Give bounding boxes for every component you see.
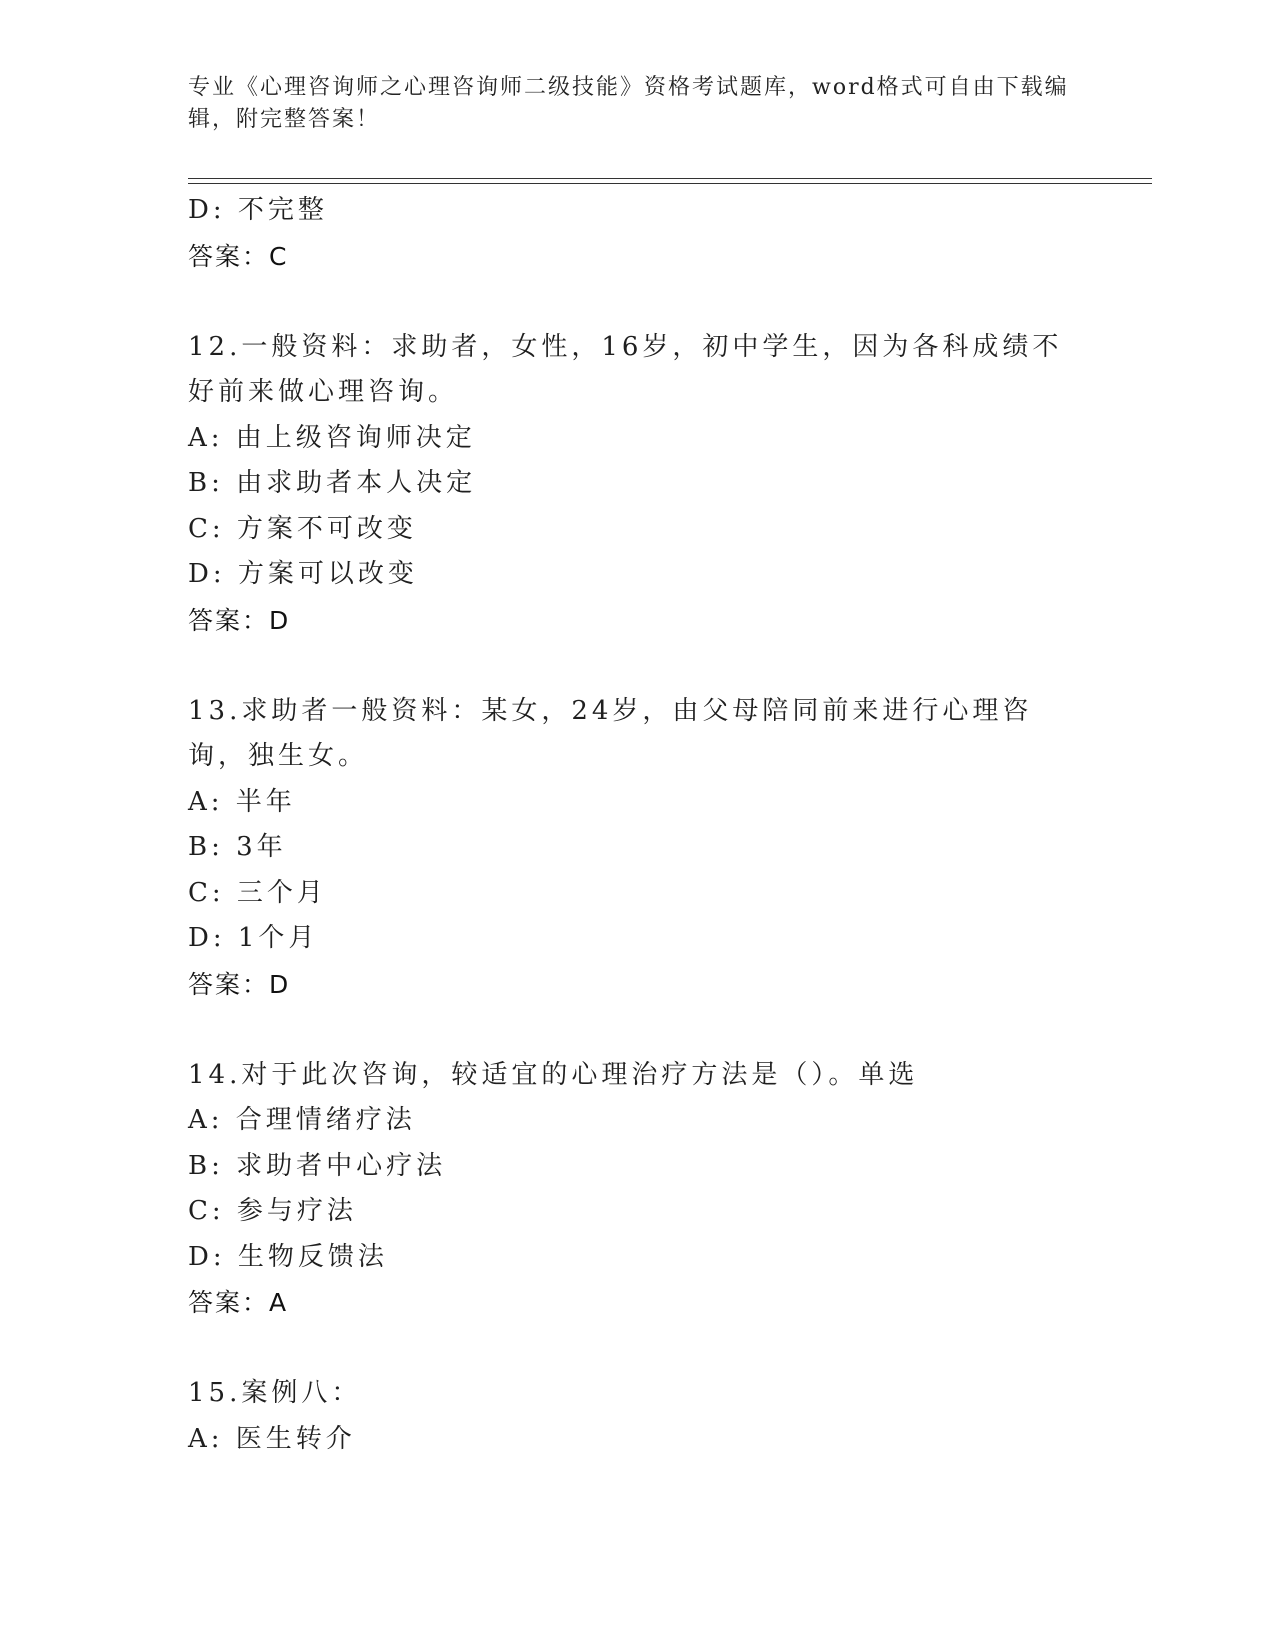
option-c: C: 方案不可改变 — [188, 513, 417, 544]
answer-line: 答案：D — [188, 969, 291, 999]
question-text: 15.案例八： — [188, 1378, 362, 1408]
option-a: A: 合理情绪疗法 — [188, 1105, 416, 1135]
option-c: C: 参与疗法 — [188, 1196, 357, 1226]
option-b: B: 3年 — [188, 832, 287, 862]
option-d: D: 不完整 — [188, 195, 328, 225]
question-text: 13.求助者一般资料：某女，24岁，由父母陪同前来进行心理咨询，独生女。 — [188, 695, 1033, 771]
page-header: 专业《心理咨询师之心理咨询师二级技能》资格考试题库，word格式可自由下载编辑，附完整答案！ — [188, 75, 1069, 132]
answer-line: 答案：D — [188, 605, 291, 635]
option-c: C: 三个月 — [188, 877, 327, 908]
option-b: B: 求助者中心疗法 — [188, 1150, 447, 1181]
question-text: 14.对于此次咨询，较适宜的心理治疗方法是（）。单选 — [188, 1059, 919, 1090]
answer-line: 答案：C — [188, 241, 289, 271]
option-d: D: 1个月 — [188, 923, 319, 953]
option-a: A: 医生转介 — [188, 1423, 356, 1454]
option-d: D: 方案可以改变 — [188, 559, 418, 589]
option-a: A: 半年 — [188, 786, 296, 817]
header-rule-top — [188, 178, 1152, 179]
option-d: D: 生物反馈法 — [188, 1241, 388, 1272]
option-a: A: 由上级咨询师决定 — [188, 422, 476, 453]
header-rule-bottom — [188, 183, 1152, 184]
question-content — [188, 188, 1088, 1462]
question-text: 12.一般资料：求助者，女性，16岁，初中学生，因为各科成绩不好前来做心理咨询。 — [188, 331, 1063, 407]
option-b: B: 由求助者本人决定 — [188, 468, 477, 498]
answer-line: 答案：A — [188, 1288, 289, 1317]
